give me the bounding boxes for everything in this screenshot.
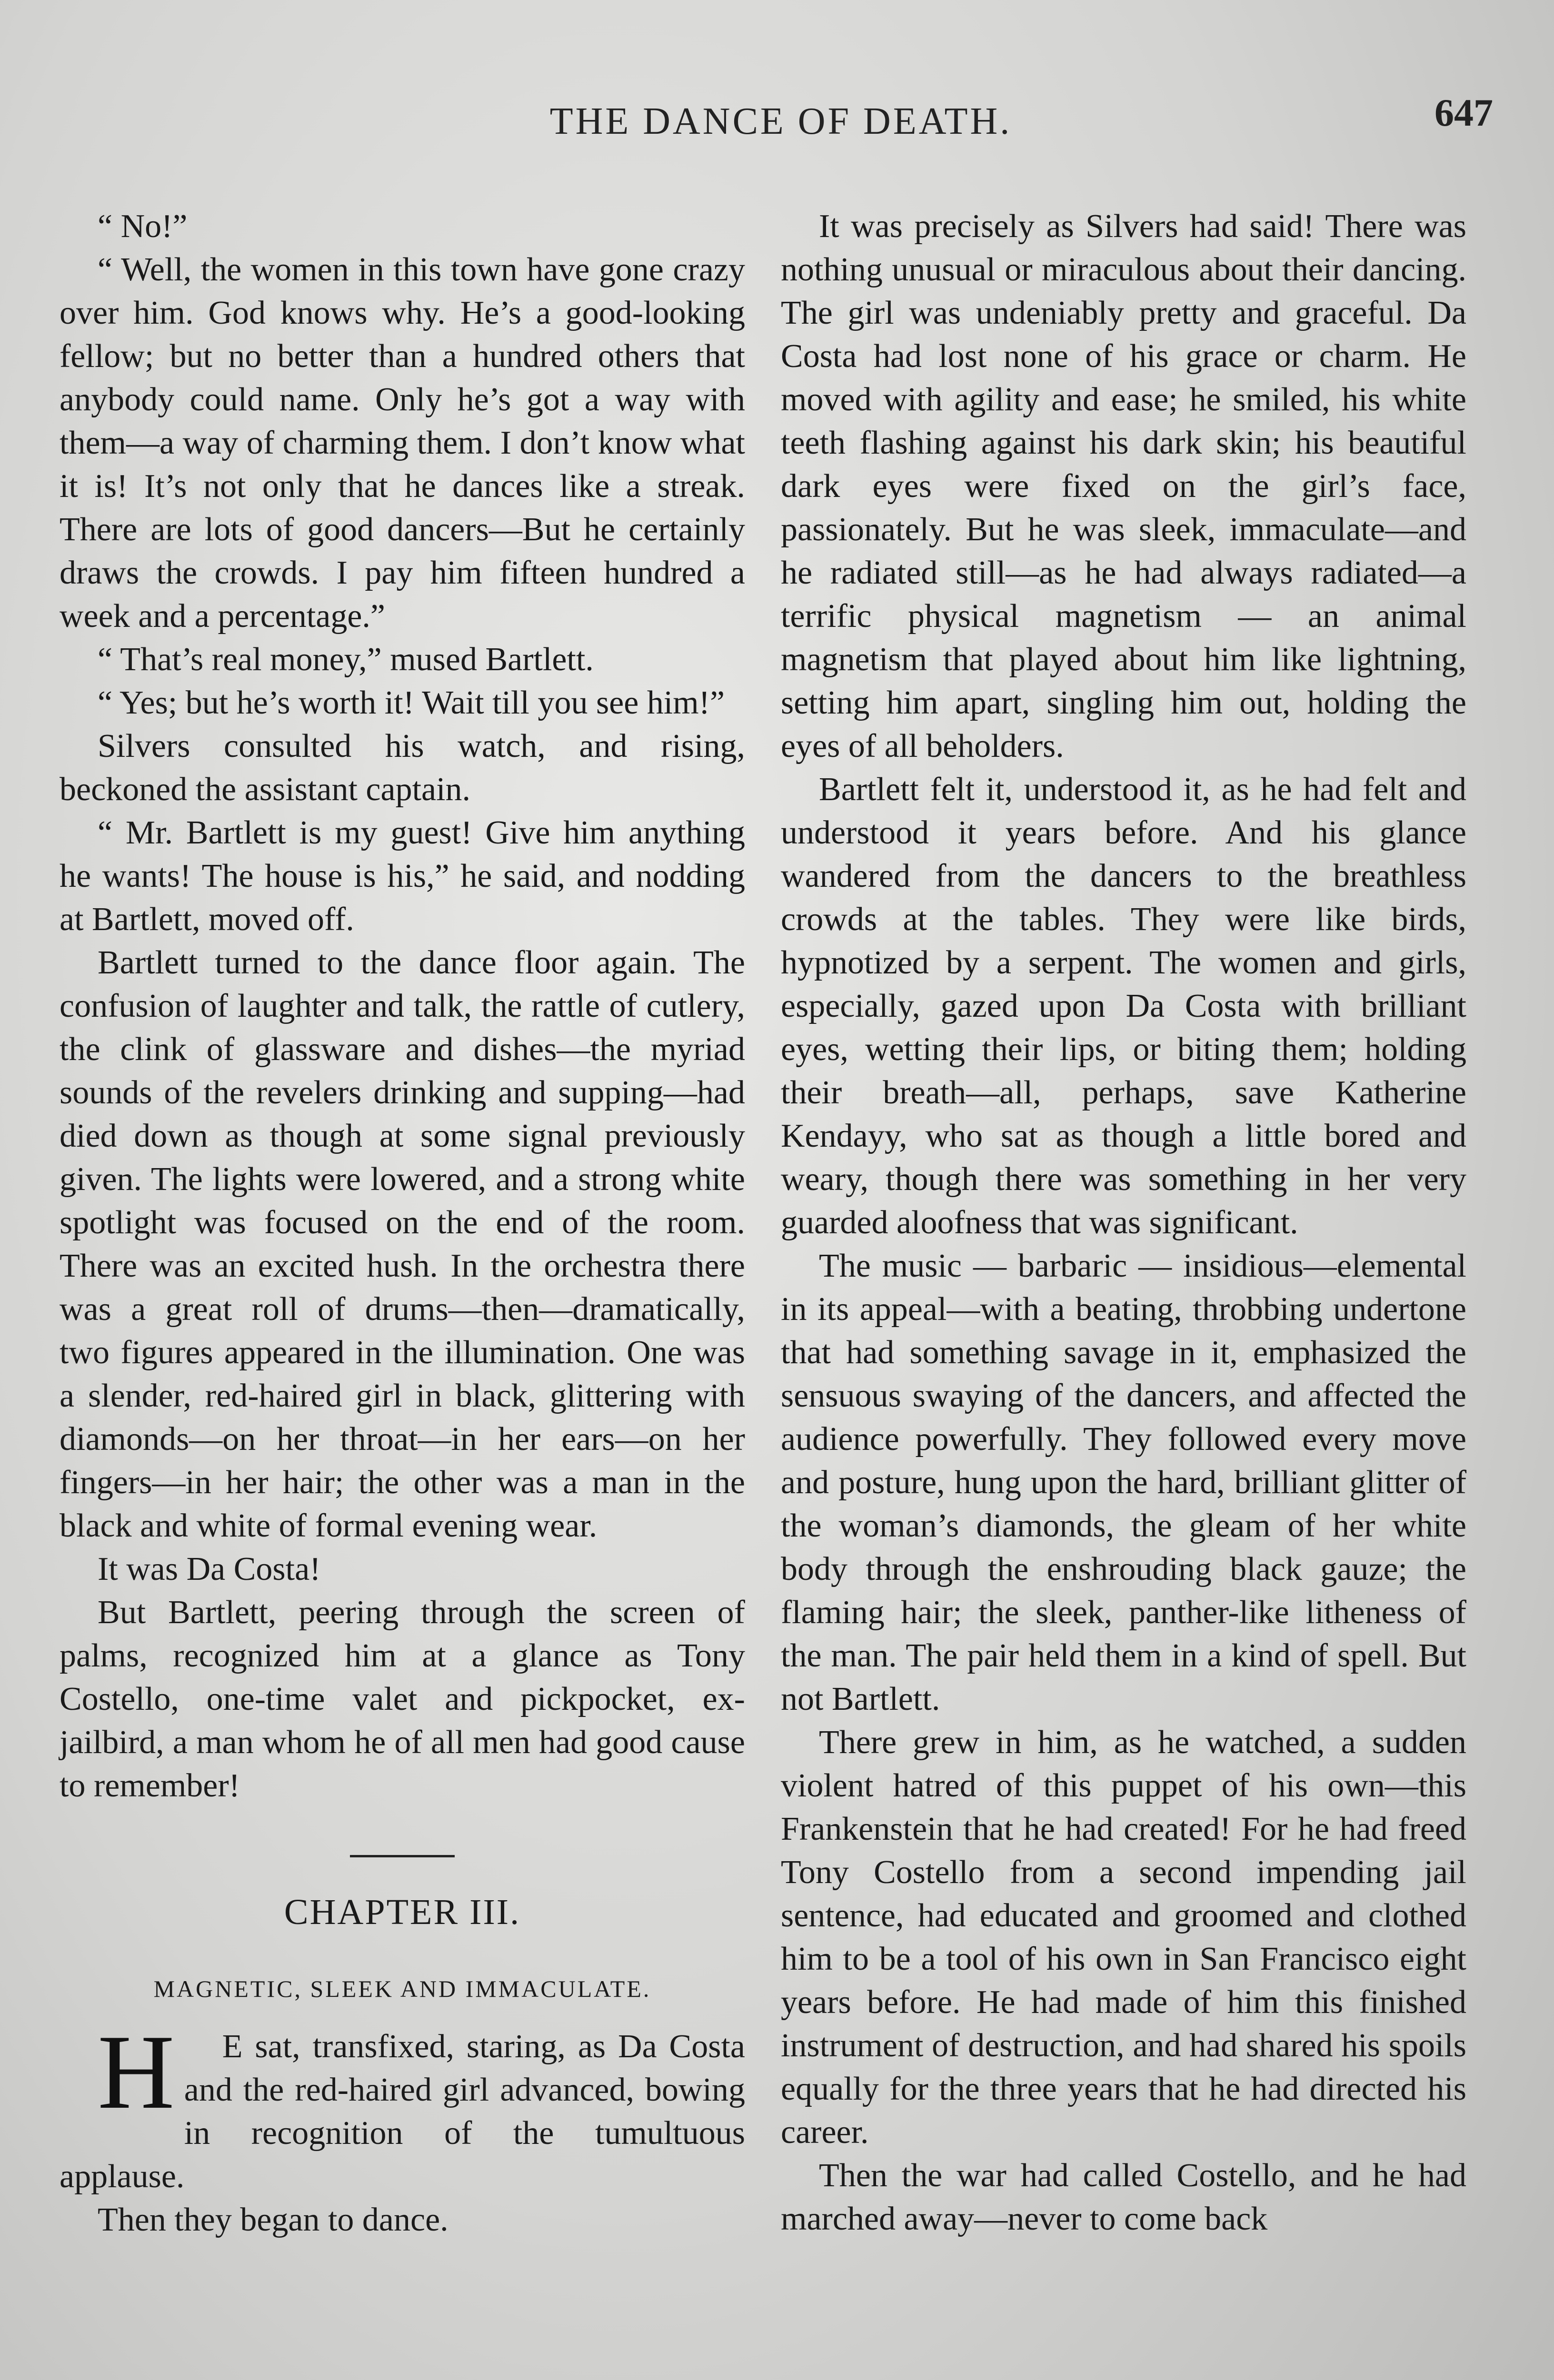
- running-title: THE DANCE OF DEATH.: [549, 100, 1012, 142]
- paragraph: “ Mr. Bartlett is my guest! Give him anything he wants! The house is his,” he said, and nodding at Bartlett, moved off.: [60, 814, 745, 938]
- chapter-heading: CHAPTER III.: [284, 1892, 521, 1932]
- paragraph: Silvers consulted his watch, and rising, beckoned the assistant captain.: [60, 728, 745, 808]
- chapter-subtitle: MAGNETIC, SLEEK AND IMMACULATE.: [153, 1975, 651, 2002]
- paragraph: The music — barbaric — insidious—elemental in its appeal—with a beating, throbbing undertone that had something savage in it, emphasized the sensuous swaying of the dancers, and affected the audience powerfully. They followed every move and posture, hung upon the hard, brilliant glitter of the woman’s diamonds, the gleam of her white body through the enshrouding black gauze; the flaming hair; the sleek, panther-like litheness of the man. The pair held them in a kind of spell. But not Bartlett.: [781, 1248, 1466, 1717]
- paragraph: “ That’s real money,” mused Bartlett.: [98, 641, 594, 678]
- page-number: 647: [1434, 91, 1493, 134]
- section-divider: [350, 1855, 455, 1857]
- paragraph: It was Da Costa!: [98, 1551, 321, 1587]
- paragraph: “ No!”: [98, 208, 188, 245]
- paragraph: Then the war had called Costello, and he had marched away—never to come back: [781, 2157, 1466, 2237]
- right-column: [781, 205, 1466, 2241]
- paragraph: There grew in him, as he watched, a sudden violent hatred of this puppet of his own—this Frankenstein that he had created! For he had freed Tony Costello from a second impending jail sentence, had educated and groomed and clothed him to be a tool of his own in San Francisco eight years before. He had made of him this finished instrument of destruction, and had shared his spoils equally for the three years that he had directed his career.: [781, 1724, 1466, 2151]
- opening-text: E sat, transfixed, staring, as Da Costa and the red-haired girl advanced, bowing in recognition of the tumultuous applause.: [60, 2028, 745, 2195]
- paragraph: But Bartlett, peering through the screen of palms, recognized him at a glance as Tony Costello, one-time valet and pickpocket, ex-jailbird, a man whom he of all men had good cause to remember!: [60, 1594, 745, 1804]
- paragraph: It was precisely as Silvers had said! There was nothing unusual or miraculous about their dancing. The girl was undeniably pretty and graceful. Da Costa had lost none of his grace or charm. He moved with agility and ease; he smiled, his white teeth flashing against his dark skin; his beautiful dark eyes were fixed on the girl’s face, passionately. But he was sleek, immaculate—and he radiated still—as he had always radiated—a terrific physical magnetism — an animal magnetism that played about him like lightning, setting him apart, singling him out, holding the eyes of all beholders.: [781, 208, 1466, 764]
- paragraph: Bartlett turned to the dance floor again. The confusion of laughter and talk, the rattle of cutlery, the clink of glassware and dishes—the myriad sounds of the revelers drinking and supping—had died down as though at some signal previously given. The lights were lowered, and a strong white spotlight was focused on the end of the room. There was an excited hush. In the orchestra there was a great roll of drums—then—dramatically, two figures appeared in the illumination. One was a slender, red-haired girl in black, glittering with diamonds—on her throat—in her ears—on her fingers—in her hair; the other was a man in the black and white of formal evening wear.: [60, 944, 745, 1544]
- paragraph: “ Yes; but he’s worth it! Wait till you see him!”: [98, 684, 725, 721]
- opening-paragraph: [60, 2013, 745, 2198]
- left-column: [60, 205, 745, 2241]
- paragraph: Then they began to dance.: [98, 2202, 448, 2238]
- paragraph: “ Well, the women in this town have gone crazy over him. God knows why. He’s a good-looking fellow; but no better than a hundred others that anybody could name. Only he’s got a way with them—a way of charming them. I don’t know what it is! It’s not only that he dances like a streak. There are lots of good dancers—But he certainly draws the crowds. I pay him fifteen hundred a week and a percentage.”: [60, 251, 745, 635]
- paragraph: Bartlett felt it, understood it, as he had felt and understood it years before. And his glance wandered from the dancers to the breathless crowds at the tables. They were like birds, hypnotized by a serpent. The women and girls, especially, gazed upon Da Costa with brilliant eyes, wetting their lips, or biting them; holding their breath—all, perhaps, save Katherine Kendayy, who sat as though a little bored and weary, though there was something in her very guarded aloofness that was significant.: [781, 771, 1466, 1241]
- drop-cap: H: [98, 2013, 175, 2131]
